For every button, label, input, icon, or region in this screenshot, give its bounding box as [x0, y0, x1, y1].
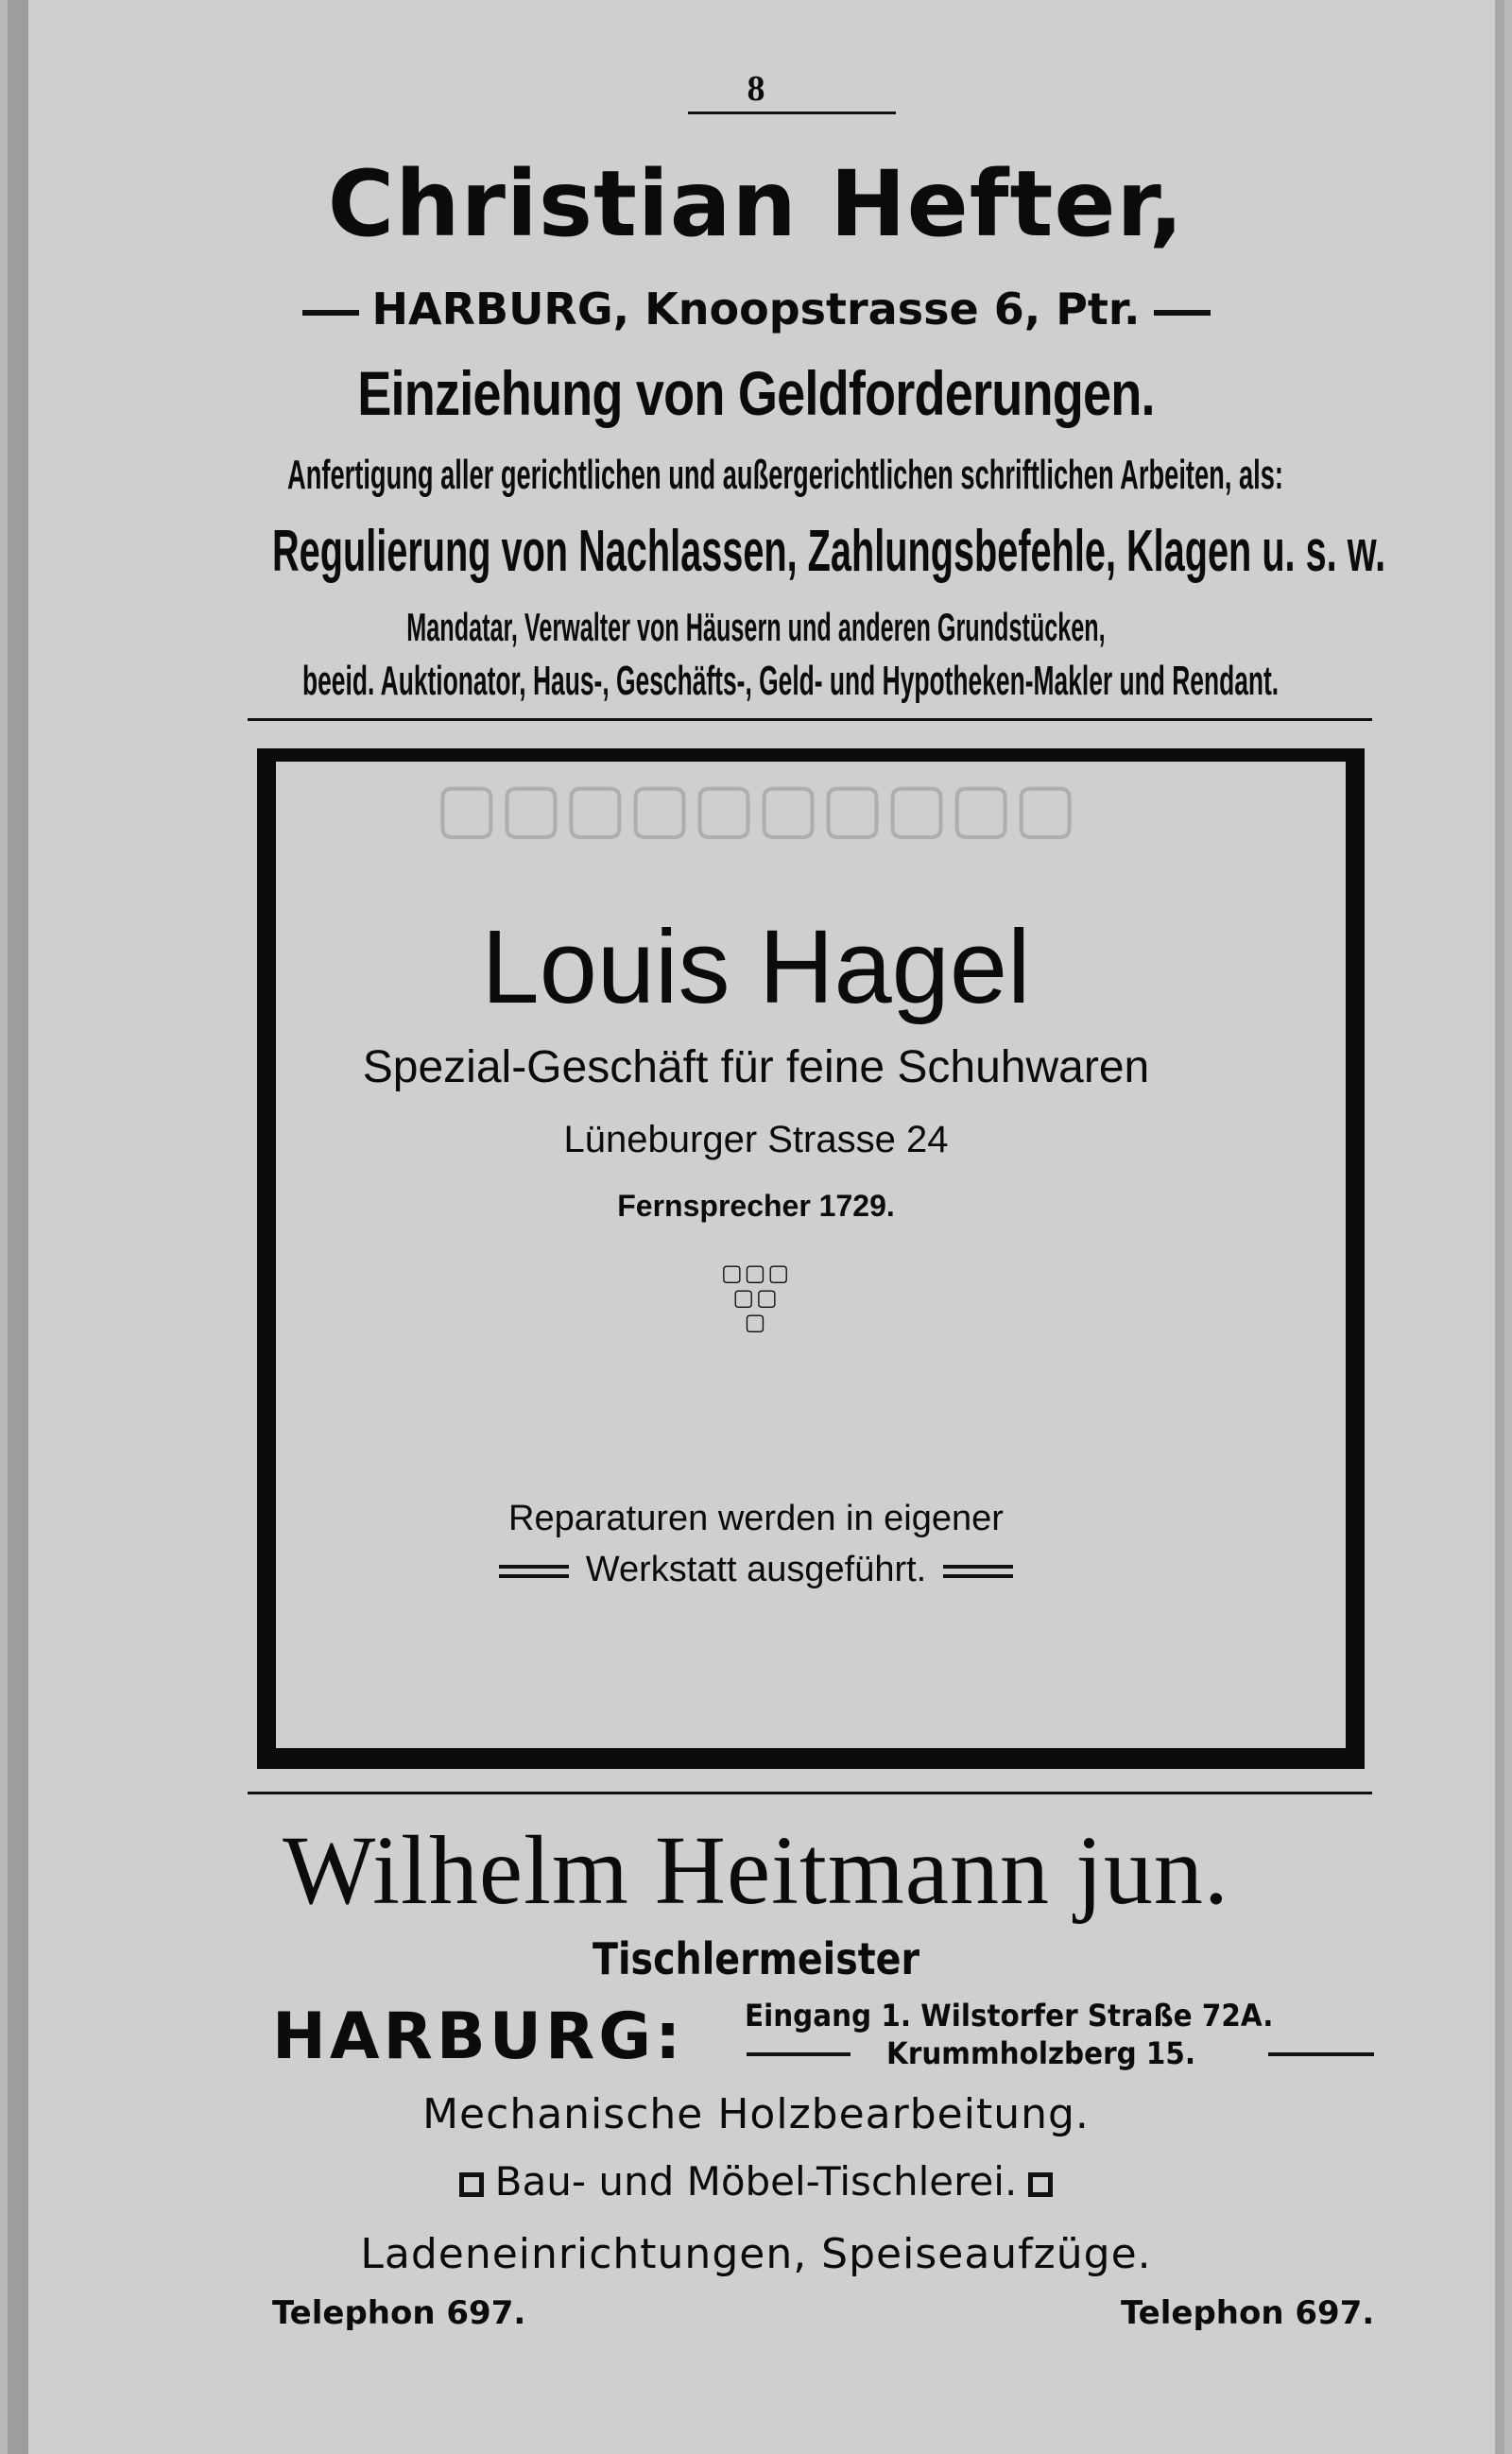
heitmann-name: Wilhelm Heitmann jun.	[283, 1816, 1229, 1925]
hefter-address: HARBURG, Knoopstrasse 6, Ptr.	[371, 283, 1141, 335]
divider-rule-2	[248, 1792, 1372, 1794]
hefter-line-4: beeid. Auktionator, Haus-, Geschäfts-, Geld- und Hypotheken-Makler und Rendant.	[301, 658, 1280, 704]
ornament-icon: ▢▢▢ ▢▢ ▢	[720, 1260, 792, 1335]
double-rule-left	[499, 1565, 569, 1578]
double-rule-right	[943, 1565, 1013, 1578]
heitmann-line-2-wrap	[0, 2158, 1512, 2205]
hagel-repair-line-1: Reparaturen werden in eigener	[508, 1499, 1004, 1538]
dash-right	[1154, 310, 1211, 316]
heitmann-entrance-1: Eingang 1. Wilstorfer Straße 72A.	[745, 1998, 1274, 2034]
heitmann-line-3: Ladeneinrichtungen, Speiseaufzüge.	[360, 2230, 1152, 2278]
entrance-rule-right	[1268, 2052, 1374, 2056]
hagel-name: Louis Hagel	[481, 909, 1031, 1025]
heitmann-city: HARBURG:	[272, 1999, 685, 2074]
hefter-line-1: Anfertigung aller gerichtlichen und außergerichtlichen schriftlichen Arbeiten, als:	[287, 452, 1283, 498]
hagel-ad-frame	[257, 748, 1365, 1769]
hefter-line-2: Regulierung von Nachlassen, Zahlungsbefehle, Klagen u. s. w.	[272, 519, 1386, 584]
dash-left	[302, 310, 359, 316]
divider-rule-1	[248, 718, 1372, 721]
square-bullet-icon	[1028, 2172, 1053, 2197]
entrance-rule-left	[747, 2052, 850, 2056]
square-bullet-icon	[459, 2172, 484, 2197]
hagel-street: Lüneburger Strasse 24	[563, 1119, 949, 1160]
hagel-subtitle: Spezial-Geschäft für feine Schuhwaren	[362, 1042, 1150, 1092]
hefter-headline: Einziehung von Geldforderungen.	[357, 358, 1155, 428]
heitmann-line-2: Bau- und Möbel-Tischlerei.	[494, 2158, 1018, 2205]
heitmann-trade: Tischlermeister	[592, 1933, 920, 1984]
hefter-line-3: Mandatar, Verwalter von Häusern und anderen Grundstücken,	[406, 605, 1106, 649]
hagel-repair-line-2: Werkstatt ausgeführt.	[585, 1550, 927, 1589]
hefter-address-line	[0, 283, 1512, 335]
hagel-phone: Fernsprecher 1729.	[617, 1189, 895, 1223]
page-edge-shadow	[8, 0, 28, 2454]
bleed-through: ▢▢▢▢▢▢▢▢▢▢	[434, 767, 1078, 847]
hagel-repair-line-2-wrap	[0, 1550, 1512, 1590]
heitmann-entrance-2: Krummholzberg 15.	[886, 2035, 1196, 2071]
hefter-name: Christian Hefter,	[327, 151, 1185, 257]
heitmann-telephone-right: Telephon 697.	[1121, 2294, 1375, 2332]
page-number: 8	[747, 69, 765, 109]
heitmann-line-1: Mechanische Holzbearbeitung.	[422, 2090, 1090, 2138]
heitmann-telephone-left: Telephon 697.	[272, 2294, 526, 2332]
page-edge-shadow-right	[1495, 0, 1504, 2454]
page-number-rule	[688, 112, 896, 114]
